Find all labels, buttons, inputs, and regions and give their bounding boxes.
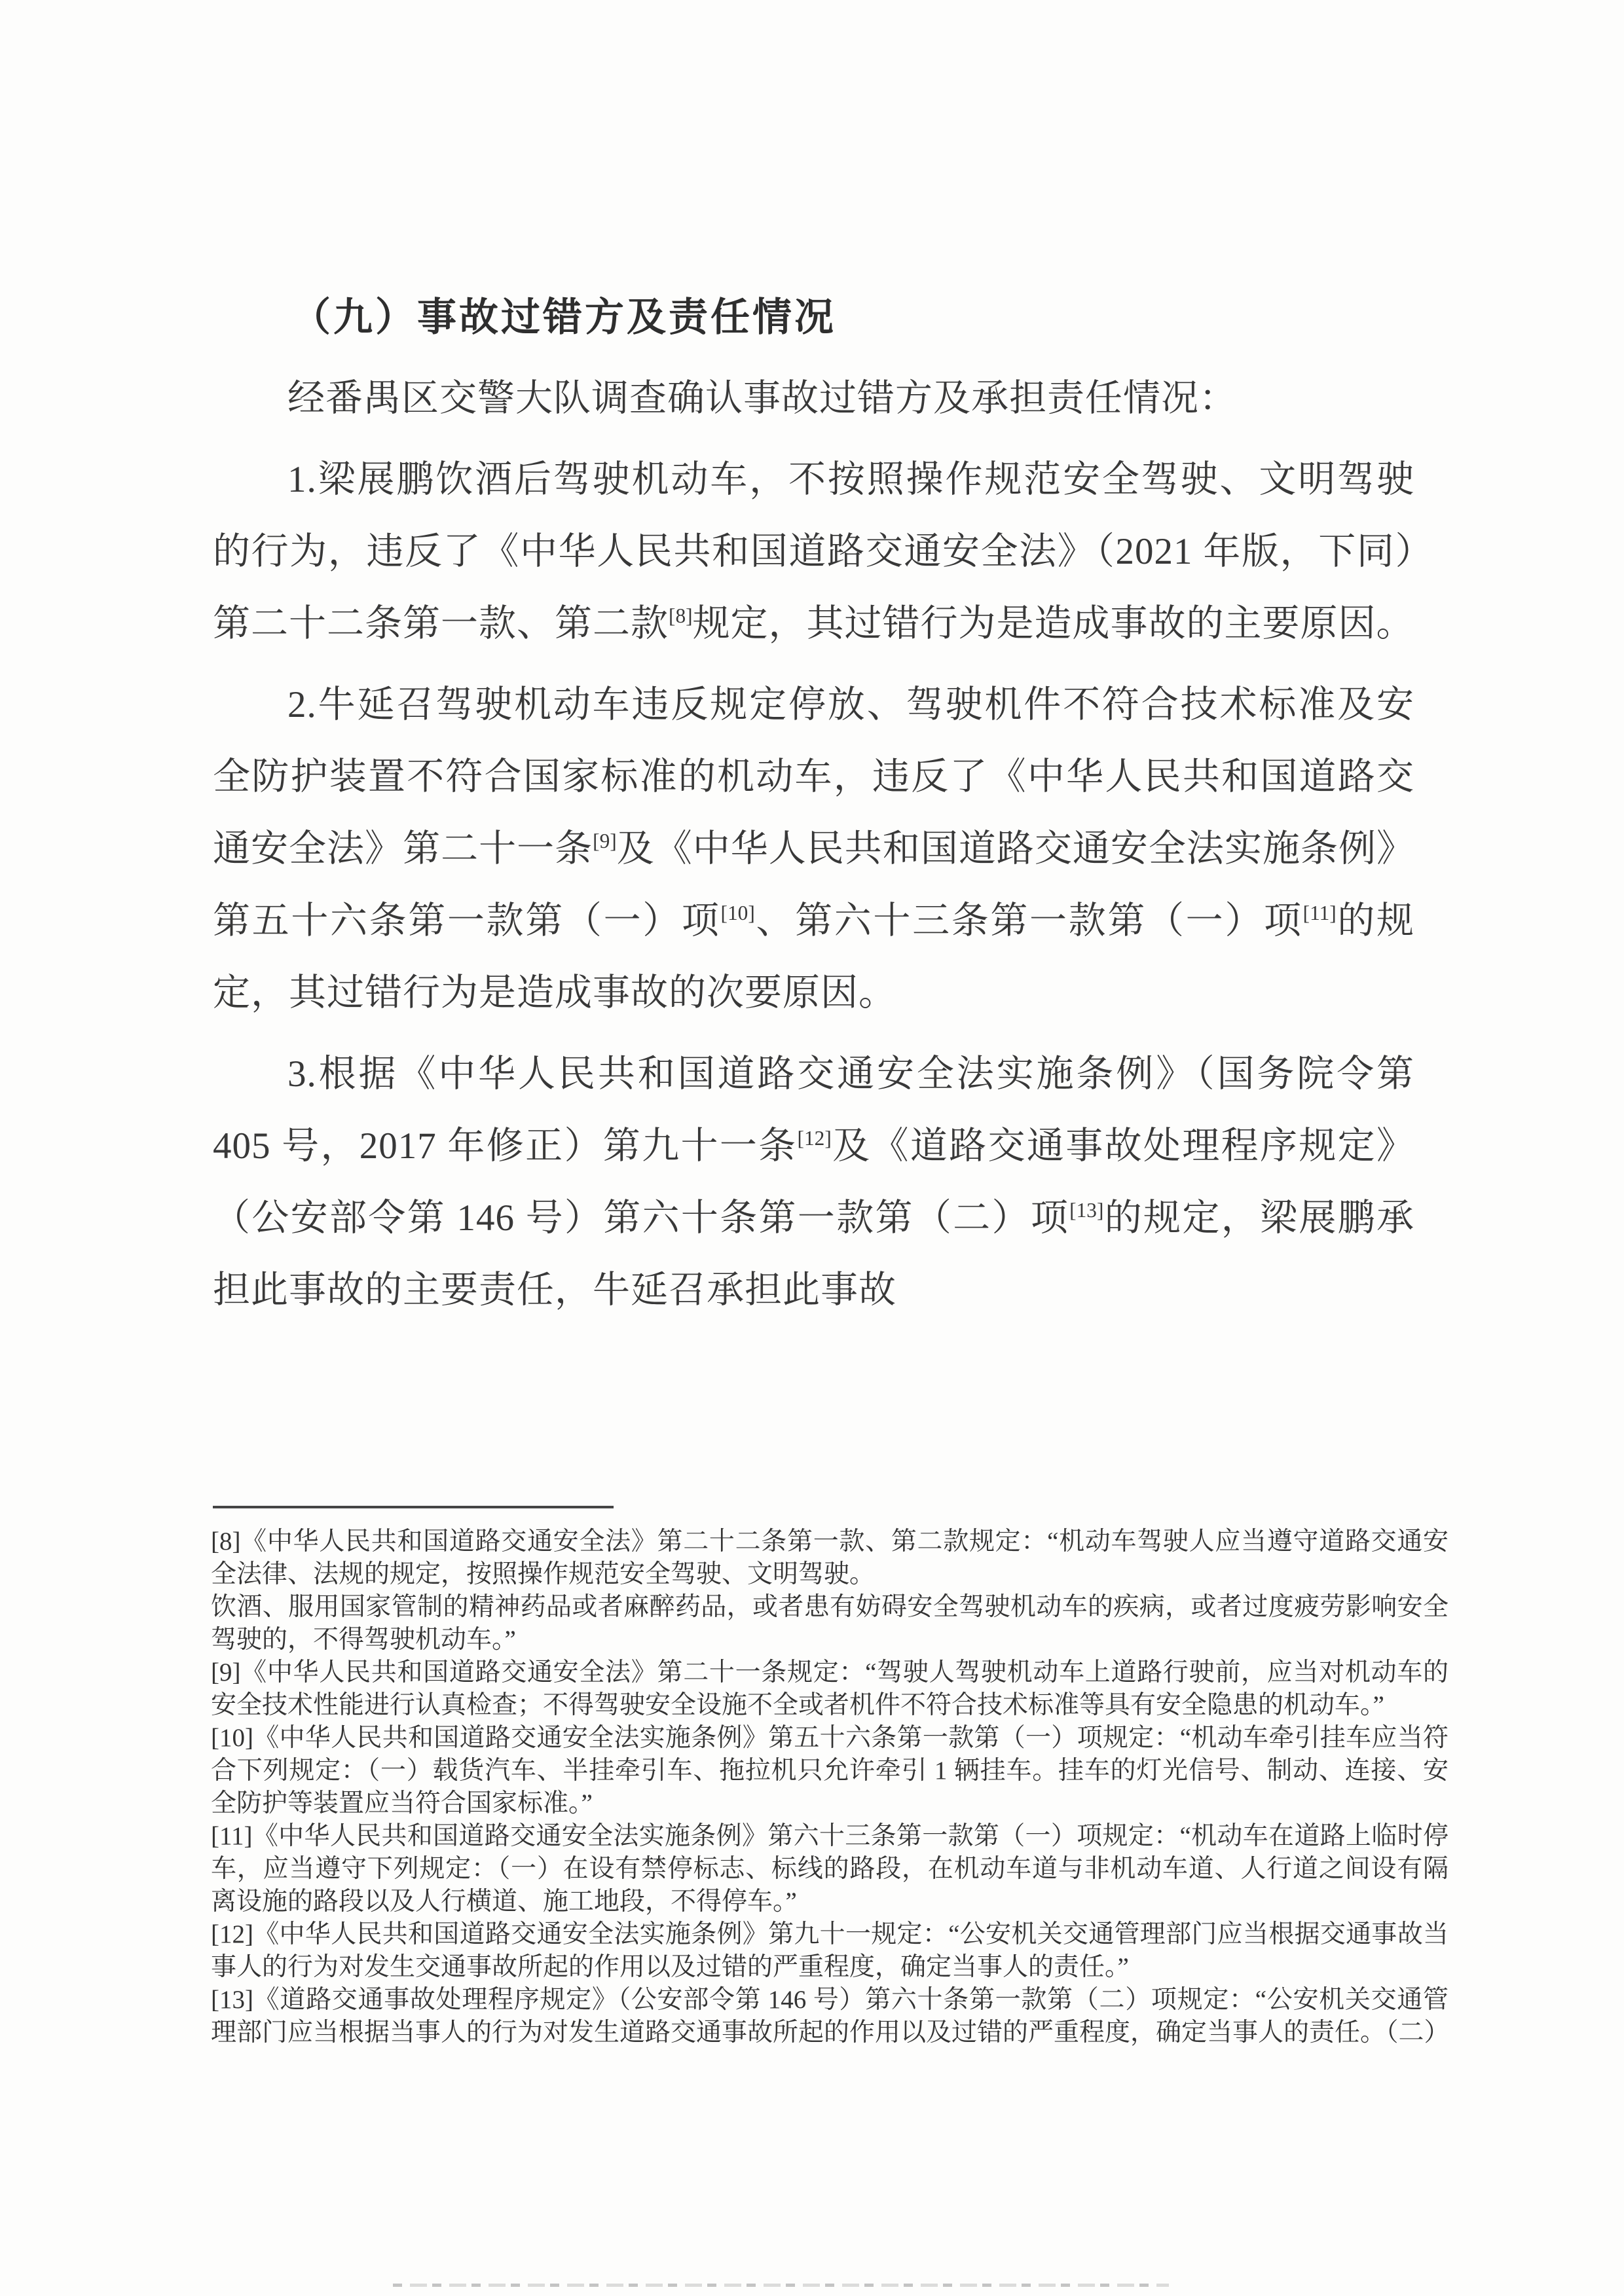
section-heading: （九）事故过错方及责任情况	[291, 296, 836, 339]
footnote	[211, 1918, 1449, 1984]
footnote	[211, 1984, 1449, 2049]
footnote-block: [11]《中华人民共和国道路交通安全法实施条例》第六十三条第一款第（一）项规定：“机动车在道路上临时停车，应当遵守下列规定：（一）在设有禁停标志、标线的路段，在机动车道与非机动车道、人行道之间设有隔离设施的路段以及人行横道、施工地段，不得停车。”	[211, 1822, 1449, 1916]
footnote-ref: [8]	[669, 604, 693, 627]
footnotes	[211, 1525, 1449, 2049]
footnote-block: [13]《道路交通事故处理程序规定》（公安部令第 146 号）第六十条第一款第（二）项规定：“公安机关交通管理部门应当根据当事人的行为对发生道路交通事故所起的作用以及过错的严重程度，确定当事人的责任。（二）	[211, 1986, 1450, 2047]
footnote-ref: [13]	[1069, 1199, 1104, 1222]
scan-artifact	[393, 2284, 1169, 2287]
footnote-block: [8]《中华人民共和国道路交通安全法》第二十二条第一款、第二款规定：“机动车驾驶人应当遵守道路交通安全法律、法规的规定，按照操作规范安全驾驶、文明驾驶。	[211, 1527, 1449, 1588]
footnote-block: [12]《中华人民共和国道路交通安全法实施条例》第九十一规定：“公安机关交通管理部门应当根据交通事故当事人的行为对发生交通事故所起的作用以及过错的严重程度，确定当事人的责任。”	[211, 1920, 1449, 1981]
footnote-block: [9]《中华人民共和国道路交通安全法》第二十一条规定：“驾驶人驾驶机动车上道路行驶前，应当对机动车的安全技术性能进行认真检查；不得驾驶安全设施不全或者机件不符合技术标准等具有安全隐患的机动车。”	[211, 1658, 1449, 1719]
body-paragraph: 3.根据《中华人民共和国道路交通安全法实施条例》（国务院令第 405 号，2017 年修正）第九十一条[12]及《道路交通事故处理程序规定》（公安部令第 146 号）第六十条第一款第（二）项[13]的规定，梁展鹏承担此事故的主要责任，牛延召承担此事故	[213, 1053, 1415, 1311]
footnote	[211, 1656, 1449, 1722]
footnote-ref: [10]	[720, 902, 755, 924]
body-paragraph: 2.牛延召驾驶机动车违反规定停放、驾驶机件不符合技术标准及安全防护装置不符合国家标准的机动车，违反了《中华人民共和国道路交通安全法》第二十一条[9]及《中华人民共和国道路交通安全法实施条例》第五十六条第一款第（一）项[10]、第六十三条第一款第（一）项[11]的规定，其过错行为是造成事故的次要原因。	[213, 684, 1415, 1013]
footnote-ref: [11]	[1302, 902, 1337, 924]
document-body	[213, 282, 1414, 1326]
body-paragraph: 1.梁展鹏饮酒后驾驶机动车，不按照操作规范安全驾驶、文明驾驶的行为，违反了《中华人民共和国道路交通安全法》（2021 年版，下同）第二十二条第一款、第二款[8]规定，其过错行为是造成事故的主要原因。	[213, 459, 1414, 644]
footnote	[211, 1722, 1449, 1820]
footnote	[211, 1820, 1449, 1918]
footnote-ref: [9]	[593, 829, 617, 852]
footnote-separator	[213, 1506, 614, 1508]
body-paragraph: 经番禺区交警大队调查确认事故过错方及承担责任情况：	[287, 378, 1237, 419]
body-paragraphs	[213, 363, 1414, 1326]
footnote-block: 饮酒、服用国家管制的精神药品或者麻醉药品，或者患有妨碍安全驾驶机动车的疾病，或者过度疲劳影响安全驾驶的，不得驾驶机动车。”	[211, 1593, 1449, 1654]
footnote-block: [10]《中华人民共和国道路交通安全法实施条例》第五十六条第一款第（一）项规定：“机动车牵引挂车应当符合下列规定：（一）载货汽车、半挂牵引车、拖拉机只允许牵引 1 辆挂车。挂车的灯光信号、制动、连接、安全防护等装置应当符合国家标准。”	[211, 1724, 1449, 1817]
footnote	[211, 1525, 1449, 1656]
footnote-ref: [12]	[797, 1127, 832, 1150]
